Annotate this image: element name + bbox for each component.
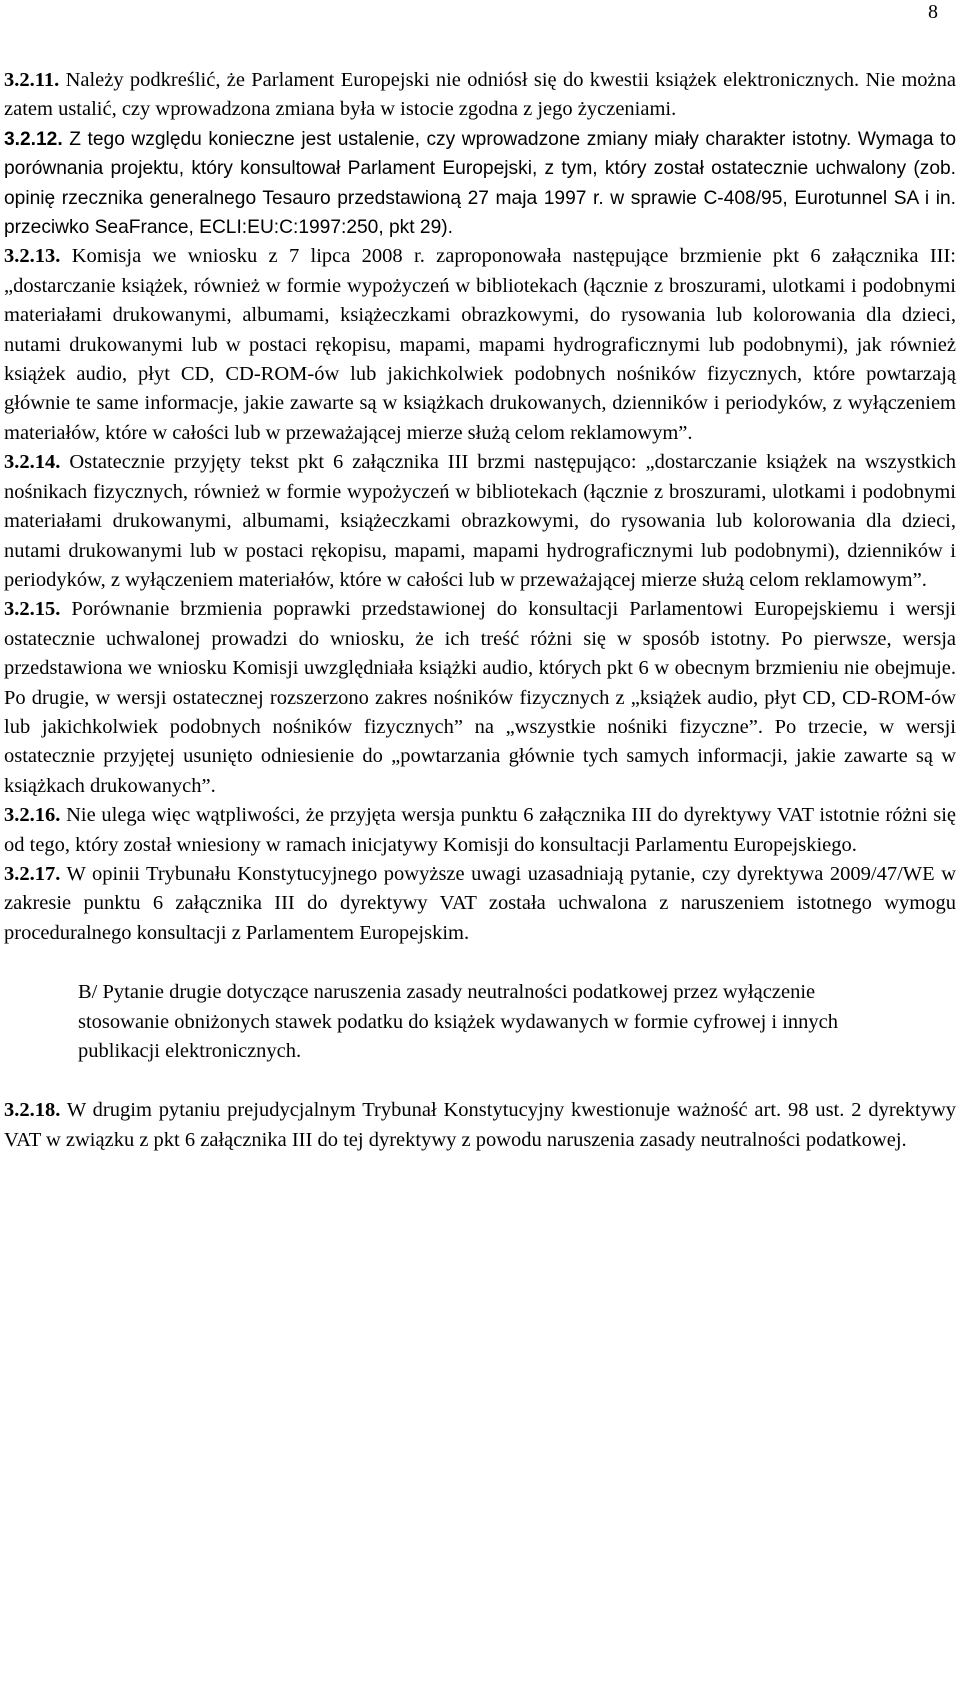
paragraph-3-2-17 xyxy=(4,860,956,948)
paragraph-3-2-18 xyxy=(4,1096,956,1155)
paragraph-number: 3.2.16. xyxy=(4,804,61,827)
paragraph-number: 3.2.17. xyxy=(4,862,61,885)
document-body xyxy=(4,66,956,1155)
section-b-heading: B/ Pytanie drugie dotyczące naruszenia zasady neutralności podatkowej przez wyłączenie stosowanie obniżonych stawek podatku do książek wydawanych w formie cyfrowej i innych publikacji elektronicznych. xyxy=(78,981,839,1062)
paragraph-3-2-14 xyxy=(4,448,956,595)
page-number: 8 xyxy=(928,1,938,23)
paragraph-text: Z tego względu konieczne jest ustalenie, czy wprowadzone zmiany miały charakter istotny. Wymaga to porównania projektu, który konsultował Parlament Europejski, z tym, który został ostatecznie uchwalony (zob. opinię rzecznika generalnego Tesauro przedstawioną 27 maja 1997 r. w sprawie C-408/95, Eurotunnel SA i in. przeciwko SeaFrance, ECLI:EU:C:1997:250, pkt 29). xyxy=(4,128,956,239)
paragraph-3-2-12 xyxy=(4,125,956,243)
paragraph-text: Nie ulega więc wątpliwości, że przyjęta wersja punktu 6 załącznika III do dyrektywy VAT istotnie różni się od tego, który został wniesiony w ramach inicjatywy Komisji do konsultacji Parlamentu Europejskiego. xyxy=(4,804,956,856)
paragraph-text: Ostatecznie przyjęty tekst pkt 6 załącznika III brzmi następująco: „dostarczanie książek na wszystkich nośnikach fizycznych, również w formie wypożyczeń w bibliotekach (łącznie z broszurami, ulotkami i podobnymi materiałami drukowanymi, albumami, książeczkami obrazkowymi, do rysowania lub kolorowania dla dzieci, nutami drukowanymi lub w postaci rękopisu, mapami, mapami hydrograficznymi lub podobnymi), dzienników i periodyków, z wyłączeniem materiałów, które w całości lub w przeważającej mierze służą celom reklamowym”. xyxy=(4,451,956,591)
paragraph-number: 3.2.14. xyxy=(4,451,61,474)
paragraph-3-2-16 xyxy=(4,801,956,860)
paragraph-3-2-13 xyxy=(4,242,956,448)
paragraph-number: 3.2.12. xyxy=(4,128,63,150)
paragraph-number: 3.2.13. xyxy=(4,245,61,268)
paragraph-number: 3.2.18. xyxy=(4,1099,61,1122)
paragraph-number: 3.2.11. xyxy=(4,69,60,91)
paragraph-text: W opinii Trybunału Konstytucyjnego powyższe uwagi uzasadniają pytanie, czy dyrektywa 2009/47/WE w zakresie punktu 6 załącznika III do dyrektywy VAT została uchwalona z naruszeniem istotnego wymogu proceduralnego konsultacji z Parlamentem Europejskim. xyxy=(4,862,956,944)
paragraph-text: Komisja we wniosku z 7 lipca 2008 r. zaproponowała następujące brzmienie pkt 6 załącznika III: „dostarczanie książek, również w formie wypożyczeń w bibliotekach (łącznie z broszurami, ulotkami i podobnymi materiałami drukowanymi, albumami, książeczkami obrazkowymi, do rysowania lub kolorowania dla dzieci, nutami drukowanymi lub w postaci rękopisu, mapami, mapami hydrograficznymi lub podobnymi), jak również książek audio, płyt CD, CD-ROM-ów lub jakichkolwiek podobnych nośników fizycznych, które powtarzają głównie te same informacje, jakie zawarte są w książkach drukowanych, dzienników i periodyków, z wyłączeniem materiałów, które w całości lub w przeważającej mierze służą celom reklamowym”. xyxy=(4,245,956,444)
paragraph-text: Porównanie brzmienia poprawki przedstawionej do konsultacji Parlamentowi Europejskiemu i wersji ostatecznie uchwalonej prowadzi do wniosku, że ich treść różni się w sposób istotny. Po pierwsze, wersja przedstawiona we wniosku Komisji uwzględniała książki audio, których pkt 6 w obecnym brzmieniu nie obejmuje. Po drugie, w wersji ostatecznej rozszerzono zakres nośników fizycznych z „książek audio, płyt CD, CD-ROM-ów lub jakichkolwiek podobnych nośników fizycznych” na „wszystkie nośniki fizyczne”. Po trzecie, w wersji ostatecznie przyjętej usunięto odniesienie do „powtarzania głównie tych samych informacji, jakie zawarte są w książkach drukowanych”. xyxy=(4,598,956,797)
paragraph-3-2-11 xyxy=(4,66,956,125)
paragraph-text: Należy podkreślić, że Parlament Europejski nie odniósł się do kwestii książek elektronicznych. Nie można zatem ustalić, czy wprowadzona zmiana była w istocie zgodna z jego życzeniami. xyxy=(4,69,956,121)
paragraph-number: 3.2.15. xyxy=(4,598,61,621)
paragraph-3-2-15 xyxy=(4,595,956,801)
paragraph-text: W drugim pytaniu prejudycjalnym Trybunał Konstytucyjny kwestionuje ważność art. 98 ust. 2 dyrektywy VAT w związku z pkt 6 załącznika III do tej dyrektywy z powodu naruszenia zasady neutralności podatkowej. xyxy=(4,1099,956,1151)
